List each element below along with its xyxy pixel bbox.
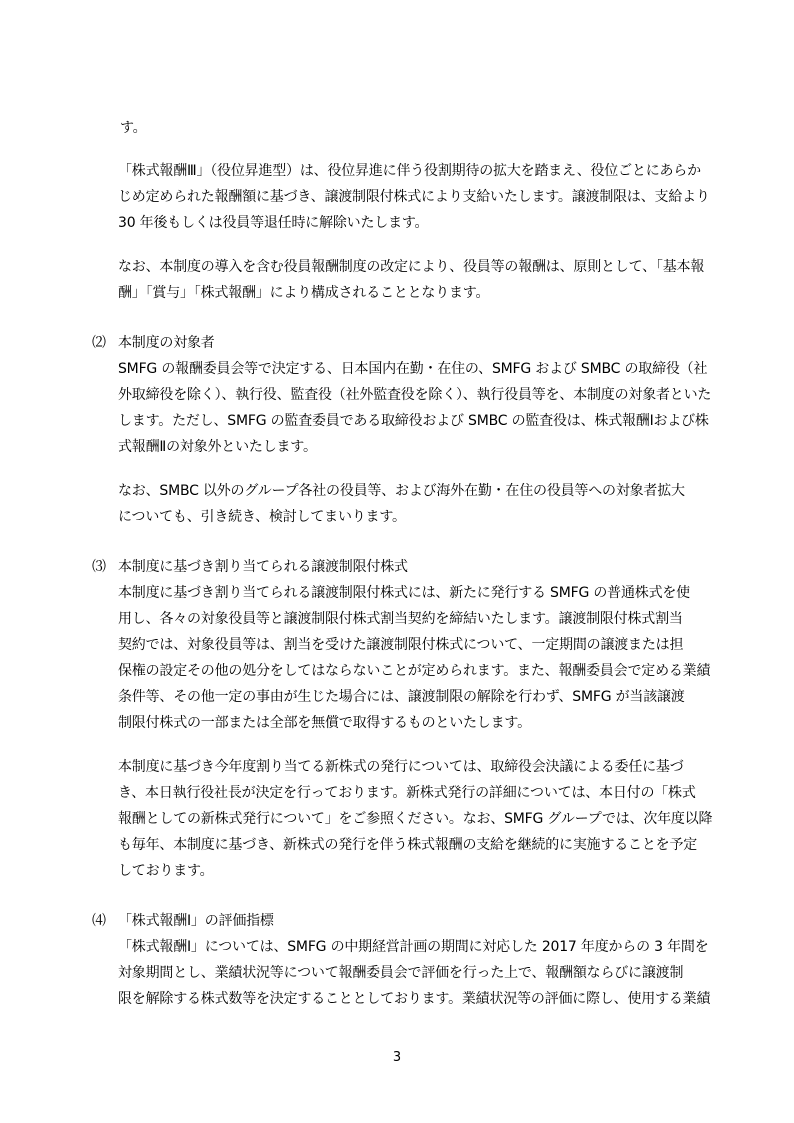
text-line: します。ただし、SMFG の監査委員である取締役および SMBC の監査役は、株式報酬Ⅰおよび株 [118,413,709,429]
page-number: 3 [392,1050,402,1065]
text-line: SMFG の報酬委員会等で決定する、日本国内在勤・在住の、SMFG および SMBC の取締役（社 [118,361,708,377]
text-line: 保権の設定その他の処分をしてはならないことが定められます。また、報酬委員会で定める業績 [118,663,711,679]
text-line: についても、引き続き、検討してまいります。 [118,509,406,525]
section-number: ⑶ [92,559,106,575]
text-line: 条件等、その他一定の事由が生じた場合には、譲渡制限の解除を行わず、SMFG が当該譲渡 [118,689,685,705]
text-line: なお、本制度の導入を含む役員報酬制度の改定により、役員等の報酬は、原則として、「基本報 [118,259,705,275]
section-heading: 本制度に基づき割り当てられる譲渡制限付株式 [118,559,408,575]
section-heading: 「株式報酬Ⅰ」の評価指標 [118,913,274,929]
text-line: じめ定められた報酬額に基づき、譲渡制限付株式により支給いたします。譲渡制限は、支給より [118,189,710,205]
text-line: 制限付株式の一部または全部を無償で取得するものといたします。 [118,715,531,731]
text-line: 30 年後もしくは役員等退任時に解除いたします。 [118,215,429,231]
text-line: 本制度に基づき今年度割り当てる新株式の発行については、取締役会決議による委任に基づ [118,759,684,775]
section-heading: 本制度の対象者 [118,335,215,351]
text-line: 契約では、対象役員等は、割当を受けた譲渡制限付株式について、一定期間の譲渡または担 [118,637,684,653]
section-number: ⑷ [92,913,106,929]
text-line: す。 [120,120,147,136]
text-line: しております。 [118,863,214,879]
text-line: 報酬としての新株式発行について」をご参照ください。なお、SMFG グループでは、次年度以降 [118,811,713,827]
text-line: 外取締役を除く）、執行役、監査役（社外監査役を除く）、執行役員等を、本制度の対象者といた [118,387,712,403]
section-number: ⑵ [92,335,106,351]
text-line: 式報酬Ⅱの対象外といたします。 [118,439,317,455]
text-line: 酬」「賞与」「株式報酬」により構成されることとなります。 [118,285,490,301]
text-line: 限を解除する株式数等を決定することとしております。業績状況等の評価に際し、使用する業績 [118,991,711,1007]
text-line: き、本日執行役社長が決定を行っております。新株式発行の詳細については、本日付の「株式 [118,785,696,801]
text-line: も毎年、本制度に基づき、新株式の発行を伴う株式報酬の支給を継続的に実施することを予定 [118,837,698,853]
text-line: 対象期間とし、業績状況等について報酬委員会で評価を行った上で、報酬額ならびに譲渡制 [118,965,684,981]
text-line: 本制度に基づき割り当てられる譲渡制限付株式には、新たに発行する SMFG の普通株式を使 [118,585,690,601]
text-line: 用し、各々の対象役員等と譲渡制限付株式割当契約を締結いたします。譲渡制限付株式割当 [118,611,683,627]
text-line: 「株式報酬Ⅲ」（役位昇進型）は、役位昇進に伴う役割期待の拡大を踏まえ、役位ごとにあらか [118,163,701,179]
text-line: 「株式報酬Ⅰ」については、SMFG の中期経営計画の期間に対応した 2017 年度からの 3 年間を [118,939,709,955]
text-line: なお、SMBC 以外のグループ各社の役員等、および海外在勤・在住の役員等への対象者拡大 [118,483,685,499]
